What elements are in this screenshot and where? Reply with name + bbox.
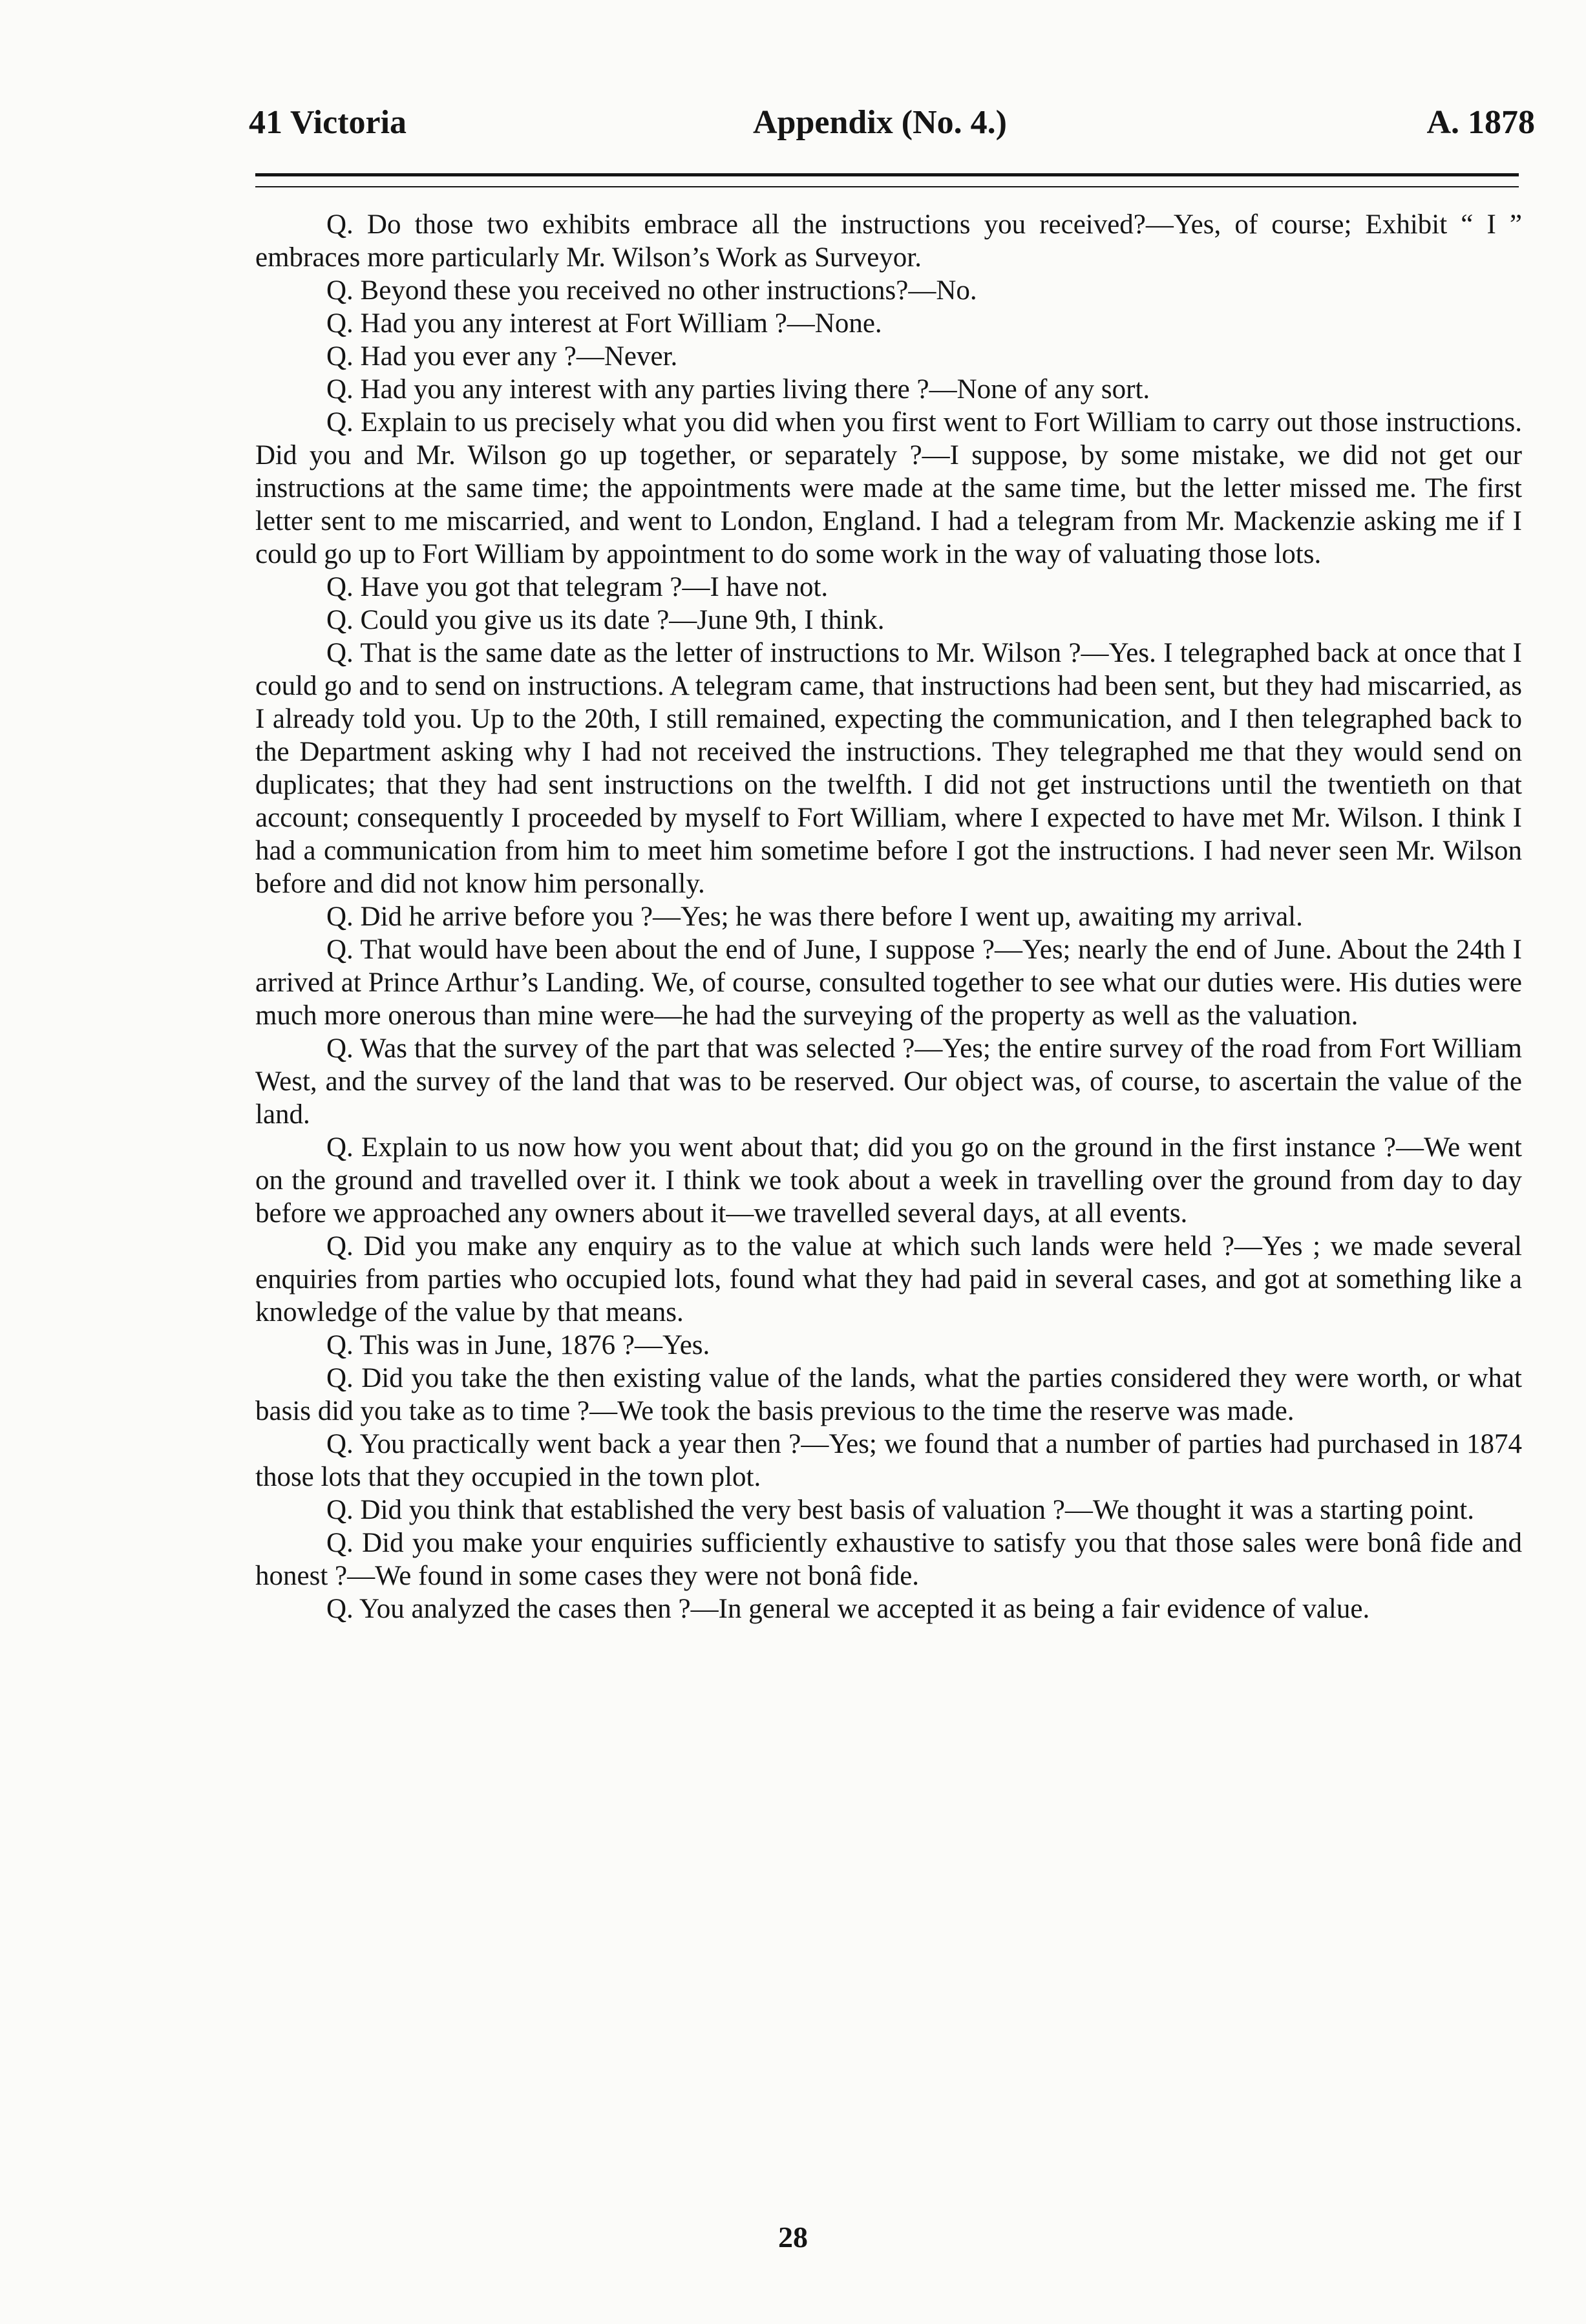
paragraph: Q. That would have been about the end of June, I suppose ?—Yes; nearly the end of June. About the 24th I arrived at Prince Arthur’s Landing. We, of course, consulted together to see what our duties were. His duties were much more onerous than mine were—he had the surveying of the property as well as the valuation. — [255, 935, 1522, 1031]
paragraph: Q. Could you give us its date ?—June 9th, I think. — [326, 605, 885, 635]
page-number: 28 — [778, 2221, 808, 2254]
paragraph: Q. Had you any interest at Fort William ?—None. — [326, 308, 882, 339]
header-rule-thin — [255, 186, 1519, 187]
paragraph: Q. That is the same date as the letter of instructions to Mr. Wilson ?—Yes. I telegraphed back at once that I could go and to send on instructions. A telegram came, that instructions had been sent, but they had miscarried, as I already told you. Up to the 20th, I still remained, expecting the communication, and I then telegraphed back to the Department asking why I had not received the instructions. They telegraphed me that they would send on duplicates; that they had sent instructions on the twelfth. I did not get instructions until the twentieth on that account; consequently I proceeded by myself to Fort William, where I expected to have met Mr. Wilson. I think I had a communication from him to meet him sometime before I got the instructions. I had never seen Mr. Wilson before and did not know him personally. — [255, 638, 1522, 899]
paragraph: Q. Do those two exhibits embrace all the instructions you received?—Yes, of course; Exhibit “ I ” embraces more particularly Mr. Wilson’s Work as Surveyor. — [255, 209, 1522, 273]
paragraph: Q. Did you take the then existing value of the lands, what the parties considered they were worth, or what basis did you take as to time ?—We took the basis previous to the time the reserve was made. — [255, 1363, 1522, 1426]
header-session: 41 Victoria — [249, 104, 407, 141]
paragraph: Q. You practically went back a year then ?—Yes; we found that a number of parties had purchased in 1874 those lots that they occupied in the town plot. — [255, 1429, 1522, 1492]
paragraph: Q. Did you make your enquiries sufficiently exhaustive to satisfy you that those sales were bonâ fide and honest ?—We found in some cases they were not bonâ fide. — [255, 1528, 1522, 1591]
paragraph: Q. Did you think that established the very best basis of valuation ?—We thought it was a starting point. — [326, 1495, 1474, 1525]
header-year: A. 1878 — [1426, 104, 1535, 141]
page-header — [249, 103, 1535, 149]
paragraph: Q. Explain to us precisely what you did when you first went to Fort William to carry out those instructions. Did you and Mr. Wilson go up together, or separately ?—I suppose, by some mistake, we did not get our instructions at the same time; the appointments were made at the same time, but the letter missed me. The first letter sent to me miscarried, and went to London, England. I had a telegram from Mr. Mackenzie asking me if I could go up to Fort William by appointment to do some work in the way of valuating those lots. — [255, 407, 1522, 569]
paragraph: Q. Had you ever any ?—Never. — [326, 341, 678, 372]
paragraph: Q. Was that the survey of the part that was selected ?—Yes; the entire survey of the road from Fort William West, and the survey of the land that was to be reserved. Our object was, of course, to ascertain the value of the land. — [255, 1033, 1522, 1130]
paragraph: Q. Did you make any enquiry as to the value at which such lands were held ?—Yes ; we made several enquiries from parties who occupied lots, found what they had paid in several cases, and got at something like a knowledge of the value by that means. — [255, 1231, 1522, 1327]
paragraph: Q. Beyond these you received no other instructions?—No. — [326, 275, 977, 306]
paragraph: Q. This was in June, 1876 ?—Yes. — [326, 1330, 710, 1360]
header-title: Appendix (No. 4.) — [753, 104, 1007, 141]
paragraph: Q. Did he arrive before you ?—Yes; he was there before I went up, awaiting my arrival. — [326, 902, 1303, 932]
paragraph: Q. Explain to us now how you went about that; did you go on the ground in the first instance ?—We went on the ground and travelled over it. I think we took about a week in travelling over the ground from day to day before we approached any owners about it—we travelled several days, at all events. — [255, 1132, 1522, 1229]
paragraph: Q. You analyzed the cases then ?—In general we accepted it as being a fair evidence of value. — [326, 1594, 1370, 1624]
paragraph: Q. Had you any interest with any parties living there ?—None of any sort. — [326, 374, 1150, 405]
paragraph: Q. Have you got that telegram ?—I have not. — [326, 572, 829, 602]
testimony-body — [255, 208, 1522, 1625]
header-rule-thick — [255, 173, 1519, 176]
